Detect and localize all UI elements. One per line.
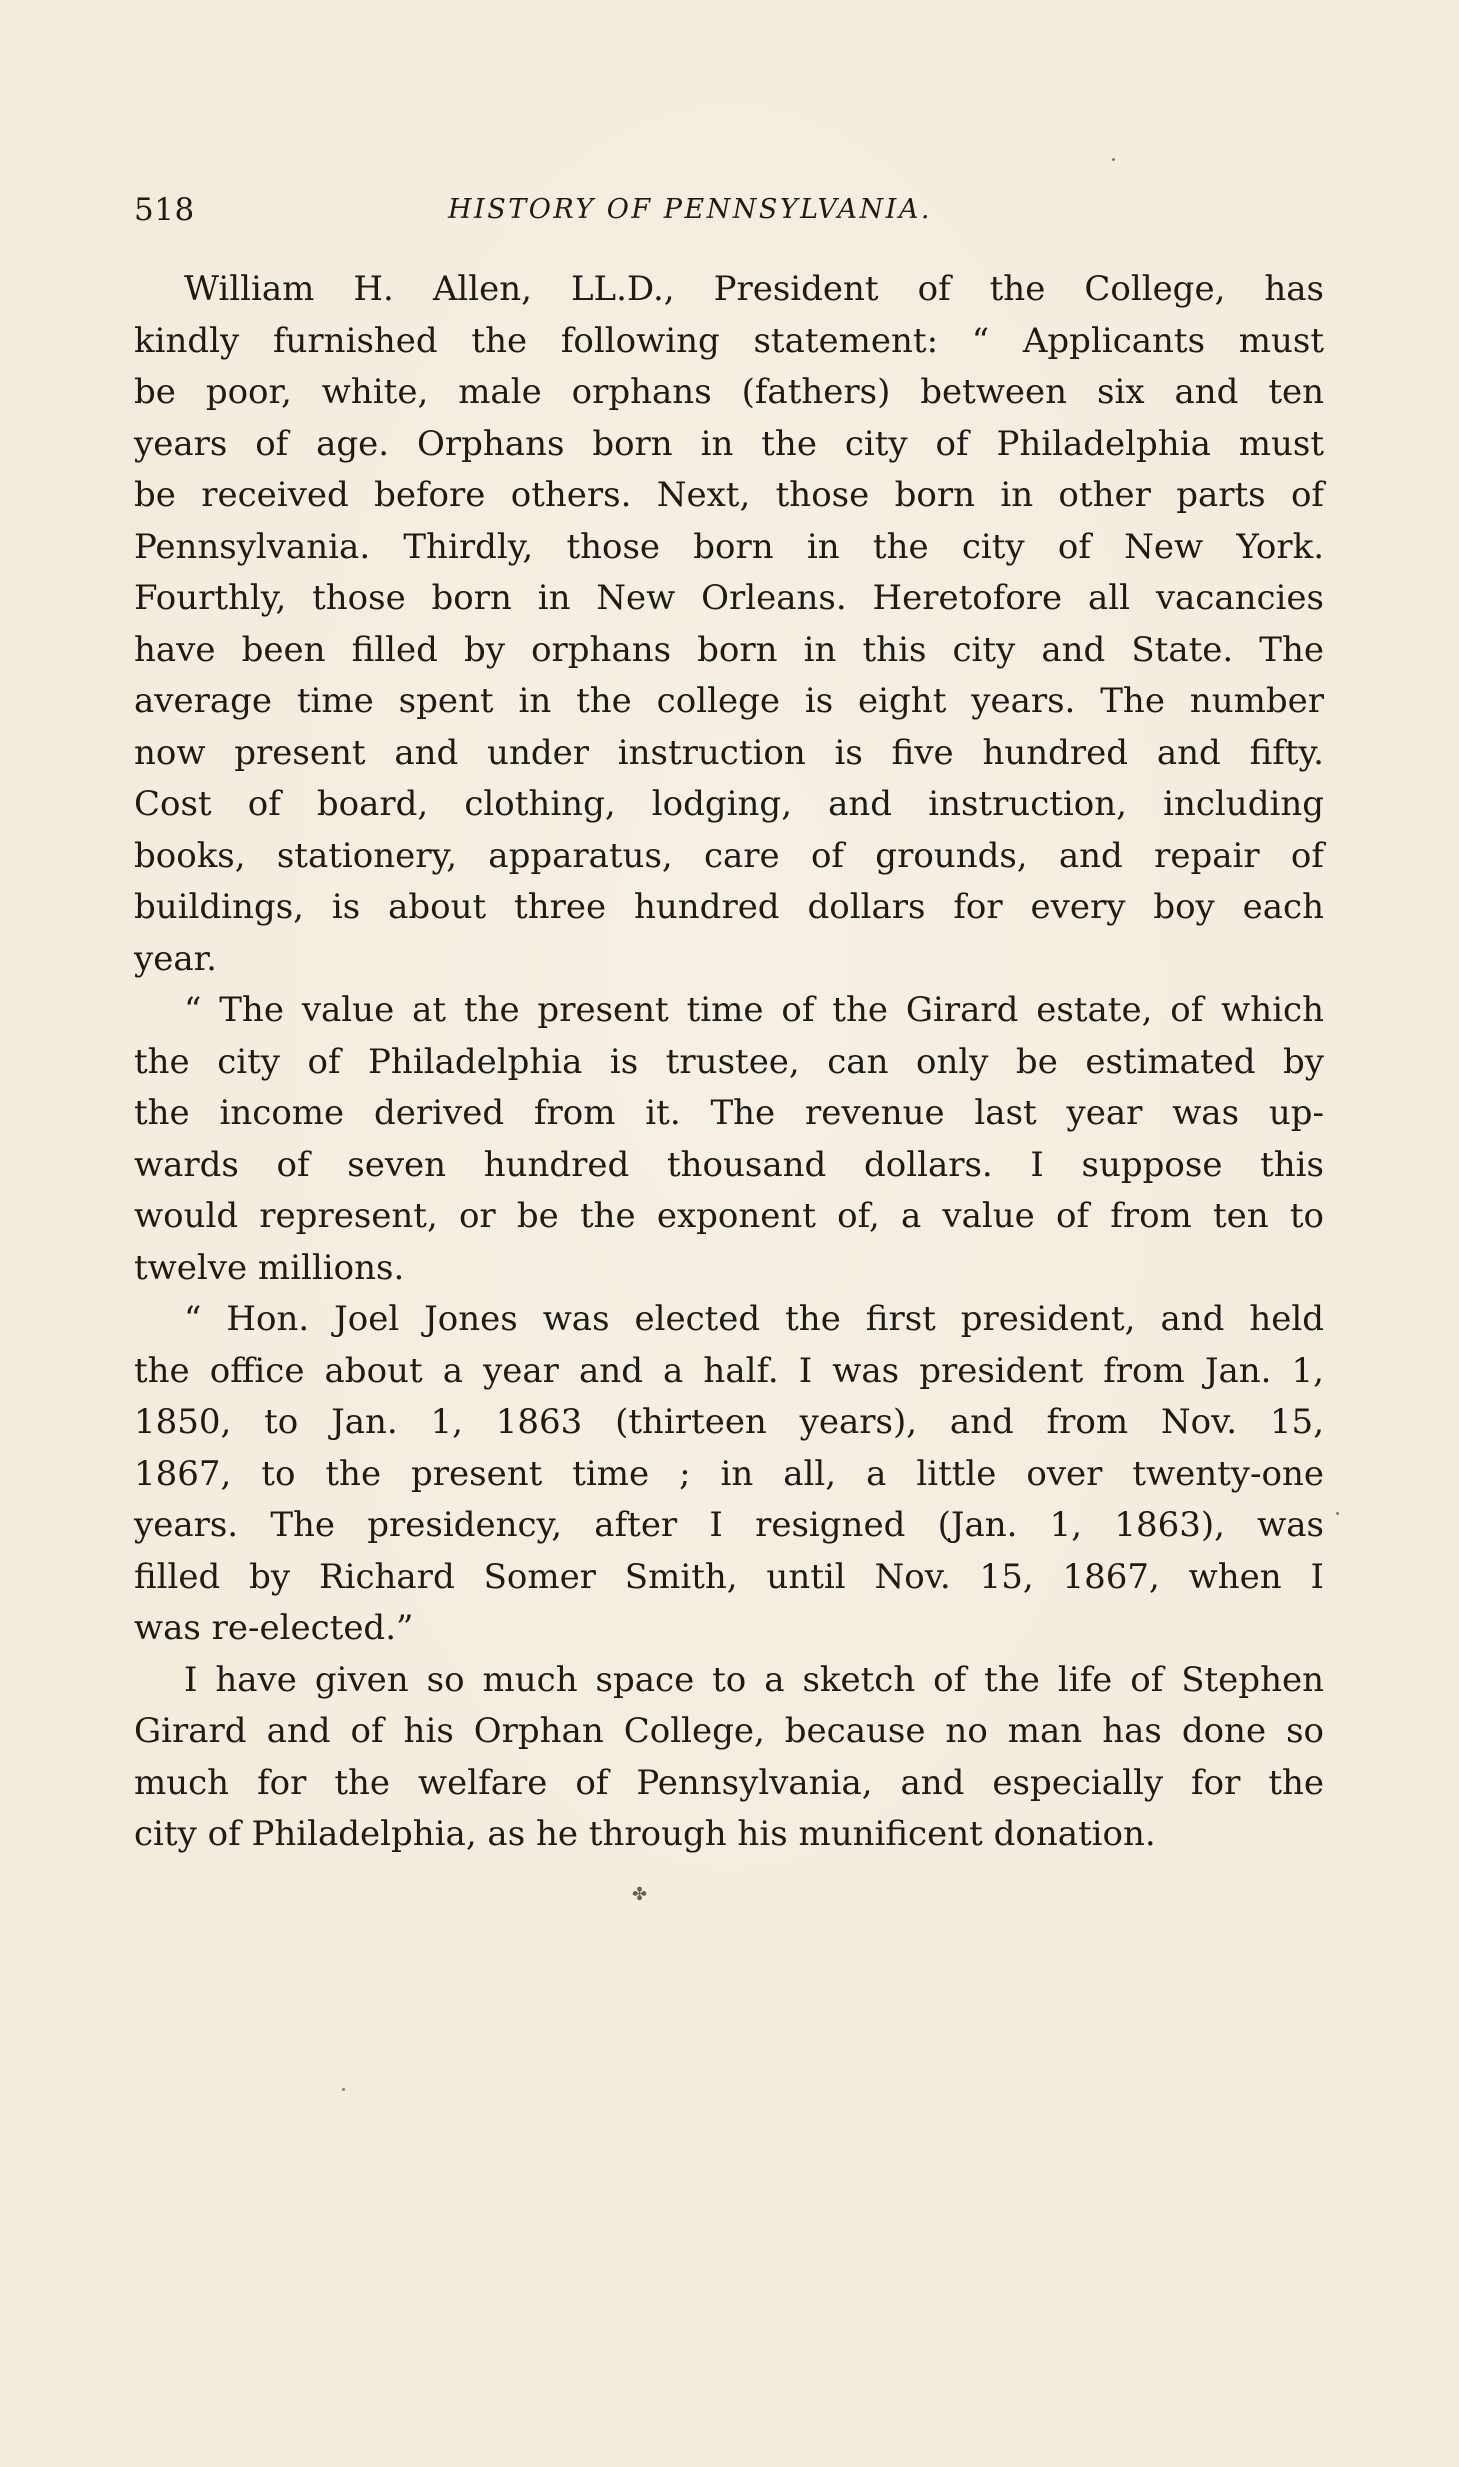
text-line: years. The presidency, after I resigned (Jan. 1, 1863), was [134,1505,1324,1545]
text-line: Girard and of his Orphan College, because no man has done so [134,1711,1324,1751]
text-line: filled by Richard Somer Smith, until Nov. 15, 1867, when I [134,1556,1324,1597]
text-line: Cost of board, clothing, lodging, and instruction, including [134,784,1324,824]
running-head [134,188,1002,232]
text-line: the office about a year and a half. I was president from Jan. 1, [134,1350,1324,1391]
page-number: 518 [134,192,195,228]
paper-speck [342,2088,345,2091]
text-line: kindly furnished the following statement: “ Applicants must [134,320,1324,361]
paper-speck [1112,158,1115,161]
text-line: books, stationery, apparatus, care of grounds, and repair of [134,835,1324,876]
text-line: have been filled by orphans born in this city and State. The [134,629,1324,670]
text-line: now present and under instruction is five hundred and fifty. [134,732,1324,773]
text-line: 1850, to Jan. 1, 1863 (thirteen years), and from Nov. 15, [134,1402,1324,1442]
text-line: I have given so much space to a sketch of the life of Stephen [184,1659,1324,1700]
text-line: would represent, or be the exponent of, a value of from ten to [134,1196,1324,1236]
text-line: twelve millions. [134,1247,405,1288]
text-line: William H. Allen, LL.D., President of the College, has [184,269,1324,309]
running-title: HISTORY OF PENNSYLVANIA. [448,194,932,225]
text-line: 1867, to the present time ; in all, a little over twenty-one [134,1453,1324,1494]
paper-speck [1336,1512,1339,1515]
text-line: be received before others. Next, those born in other parts of [134,475,1324,515]
text-line: city of Philadelphia, as he through his munificent donation. [134,1814,1156,1854]
text-line: buildings, is about three hundred dollars for every boy each [134,887,1324,927]
body-text [134,264,1324,1861]
text-line: year. [134,938,217,979]
text-line: Pennsylvania. Thirdly, those born in the city of New York. [134,526,1324,567]
text-line: wards of seven hundred thousand dollars. I suppose this [134,1144,1324,1185]
ornament-icon: ✤ [632,1884,648,1905]
text-line: years of age. Orphans born in the city of Philadelphia must [134,423,1324,464]
text-line: the city of Philadelphia is trustee, can only be estimated by [134,1041,1324,1082]
text-line: the income derived from it. The revenue last year was up- [134,1093,1324,1133]
text-line: Fourthly, those born in New Orleans. Heretofore all vacancies [134,578,1324,618]
text-line: much for the welfare of Pennsylvania, and especially for the [134,1762,1324,1803]
text-line: be poor, white, male orphans (fathers) between six and ten [134,372,1324,412]
text-line: average time spent in the college is eight years. The number [134,681,1324,721]
text-line: “ Hon. Joel Jones was elected the first president, and held [184,1299,1324,1339]
text-line: “ The value at the present time of the Girard estate, of which [184,990,1324,1030]
text-line: was re-elected.” [134,1608,414,1648]
